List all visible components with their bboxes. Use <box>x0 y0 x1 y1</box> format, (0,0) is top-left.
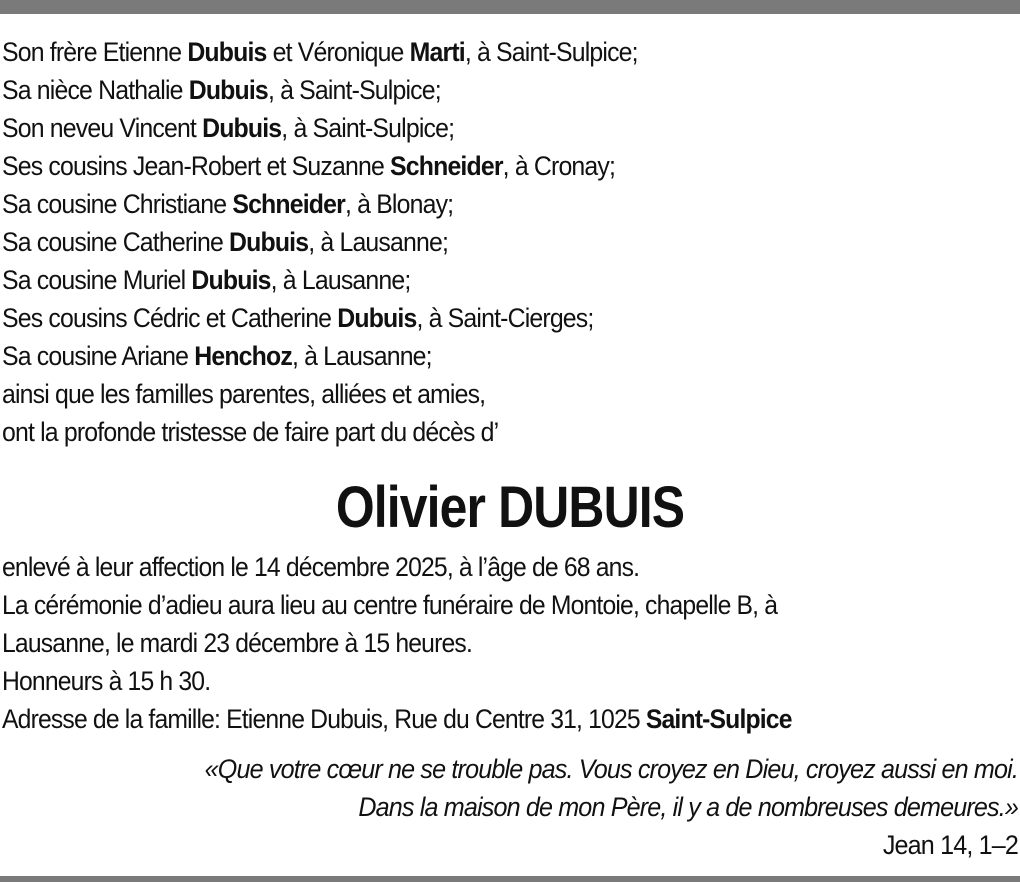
address-text: Adresse de la famille: Etienne Dubuis, Rue du Centre 31, 1025 <box>2 704 646 734</box>
location-text: , à Cronay; <box>502 151 616 181</box>
family-line <box>2 185 937 223</box>
relation-text: Ses cousins Jean-Robert et Suzanne <box>2 151 391 181</box>
location-text: , à Saint-Sulpice; <box>281 113 455 143</box>
closing-line: ainsi que les familles parentes, alliées et amies, <box>2 379 486 409</box>
surname: Dubuis <box>191 265 271 295</box>
relation-text: Ses cousins Cédric et Catherine <box>2 303 338 333</box>
relation-text: Sa cousine Ariane <box>2 341 195 371</box>
location-text: , à Lausanne; <box>291 341 432 371</box>
surname: Marti <box>409 37 465 67</box>
top-rule <box>0 0 1020 14</box>
location-text: , à Lausanne; <box>308 227 449 257</box>
surname: Dubuis <box>202 113 282 143</box>
ceremony-details <box>2 548 1018 738</box>
family-line <box>2 33 937 71</box>
family-address <box>2 700 932 738</box>
surname: Dubuis <box>187 37 267 67</box>
surname: Dubuis <box>188 75 268 105</box>
family-line <box>2 337 937 375</box>
verse-line: Dans la maison de mon Père, il y a de nombreuses demeures.» <box>358 792 1019 822</box>
location-text: , à Lausanne; <box>270 265 411 295</box>
relation-text: Sa cousine Muriel <box>2 265 192 295</box>
family-line <box>2 223 937 261</box>
family-list <box>2 33 1018 451</box>
location-text: , à Saint-Cierges; <box>416 303 594 333</box>
address-place: Saint-Sulpice <box>645 704 792 734</box>
bible-verse <box>2 750 1018 864</box>
surname: Dubuis <box>229 227 309 257</box>
detail-line: Honneurs à 15 h 30. <box>2 666 211 696</box>
family-line <box>2 261 937 299</box>
closing-line: ont la profonde tristesse de faire part du décès d’ <box>2 417 499 447</box>
surname: Schneider <box>390 151 503 181</box>
surname: Schneider <box>232 189 345 219</box>
family-line <box>2 71 937 109</box>
surname: Dubuis <box>337 303 417 333</box>
relation-text: Son frère Etienne <box>2 37 188 67</box>
deceased-name: Olivier DUBUIS <box>335 475 685 540</box>
location-text: , à Saint-Sulpice; <box>267 75 441 105</box>
verse-reference: Jean 14, 1–2 <box>882 830 1018 860</box>
location-text: , à Saint-Sulpice; <box>464 37 638 67</box>
family-line <box>2 299 937 337</box>
detail-line: enlevé à leur affection le 14 décembre 2025, à l’âge de 68 ans. <box>2 552 640 582</box>
location-text: , à Blonay; <box>344 189 454 219</box>
relation-text: Sa cousine Christiane <box>2 189 233 219</box>
detail-line: La cérémonie d’adieu aura lieu au centre funéraire de Montoie, chapelle B, à <box>2 590 778 620</box>
family-line <box>2 147 937 185</box>
relation-text: et Véronique <box>266 37 410 67</box>
relation-text: Sa nièce Nathalie <box>2 75 189 105</box>
surname: Henchoz <box>194 341 292 371</box>
relation-text: Sa cousine Catherine <box>2 227 230 257</box>
bottom-rule <box>0 876 1020 882</box>
detail-line: Lausanne, le mardi 23 décembre à 15 heures. <box>2 628 472 658</box>
relation-text: Son neveu Vincent <box>2 113 203 143</box>
verse-line: «Que votre cœur ne se trouble pas. Vous croyez en Dieu, croyez aussi en moi. <box>204 754 1019 784</box>
family-line <box>2 109 937 147</box>
